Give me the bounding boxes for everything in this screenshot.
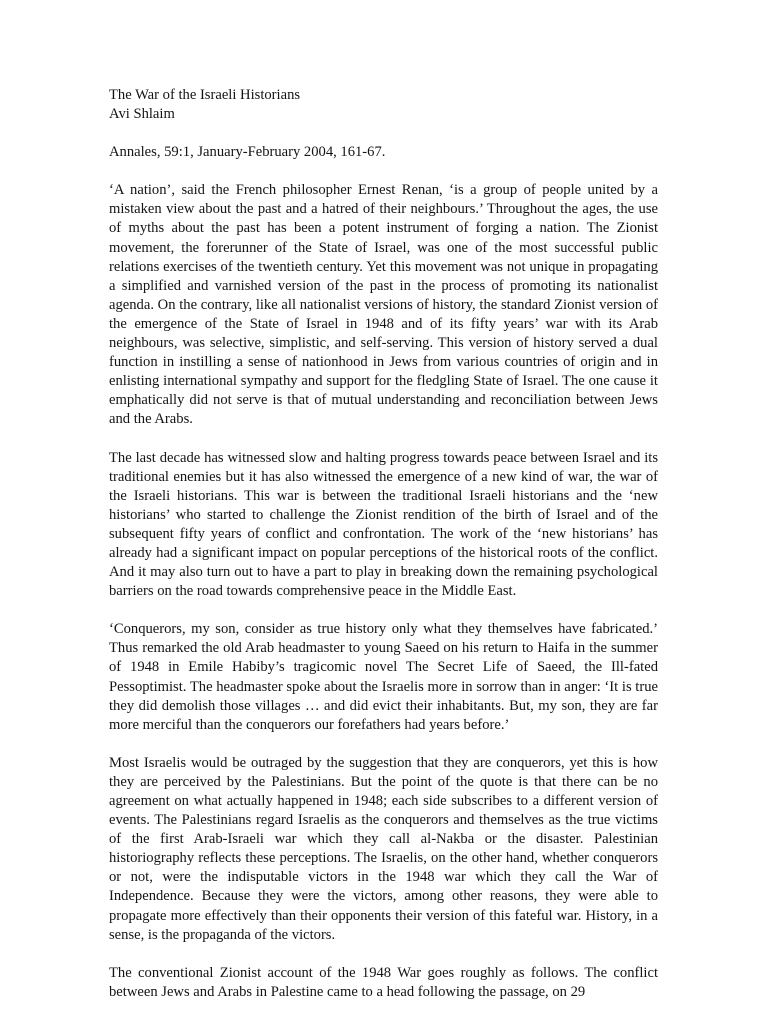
document-citation: Annales, 59:1, January-February 2004, 161-67. <box>109 144 386 161</box>
paragraph-perceptions: Most Israelis would be outraged by the suggestion that they are conquerors, yet this is how they are perceived by the Palestinians. But the point of the quote is that there can be no agreement on what actually happened in 1948; each side subscribes to a different version of events. The Palestinians regard Israelis as the conquerors and themselves as the true victims of the first Arab-Israeli war which they call al-Nakba or the disaster. Palestinian historiography reflects these perceptions. The Israelis, on the other hand, whether conquerors or not, were the indisputable victors in the 1948 war which they call the War of Independence. Because they were the victors, among other reasons, they were able to propagate more effectively than their opponents their version of this fateful war. History, in a sense, is the propaganda of the victors. <box>109 754 658 943</box>
paragraph-war-of-historians: The last decade has witnessed slow and halting progress towards peace between Israel and its traditional enemies but it has also witnessed the emergence of a new kind of war, the war of the Israeli historians. This war is between the traditional Israeli historians and the ‘new historians’ who started to challenge the Zionist rendition of the birth of Israel and of the subsequent fifty years of conflict and confrontation. The work of the ‘new historians’ has already had a significant impact on popular perceptions of the historical roots of the conflict. And it may also turn out to have a part to play in breaking down the remaining psychological barriers on the road towards comprehensive peace in the Middle East. <box>109 449 658 600</box>
document-title: The War of the Israeli Historians <box>109 87 301 103</box>
paragraph-conventional-account: The conventional Zionist account of the 1948 War goes roughly as follows. The conflict between Jews and Arabs in Palestine came to a head following the passage, on 29 <box>109 964 658 1000</box>
paragraph-conquerors-quote: ‘Conquerors, my son, consider as true history only what they themselves have fabricated.’ Thus remarked the old Arab headmaster to young Saeed on his return to Haifa in the summer of 1948 in Emile Habiby’s tragicomic novel The Secret Life of Saeed, the Ill-fated Pessoptimist. The headmaster spoke about the Israelis more in sorrow than in anger: ‘It is true they did demolish those villages … and did evict their inhabitants. But, my son, they are far more merciful than the conquerors our forefathers had years before.’ <box>109 621 658 733</box>
paragraph-renan-quote: ‘A nation’, said the French philosopher Ernest Renan, ‘is a group of people united by a mistaken view about the past and a hatred of their neighbours.’ Throughout the ages, the use of myths about the past has been a potent instrument of forging a nation. The Zionist movement, the forerunner of the State of Israel, was one of the most successful public relations exercises of the twentieth century. Yet this movement was not unique in propagating a simplified and varnished version of the past in the process of promoting its nationalist agenda. On the contrary, like all nationalist versions of history, the standard Zionist version of the emergence of the State of Israel in 1948 and of its fifty years’ war with its Arab neighbours, was selective, simplistic, and self-serving. This version of history served a dual function in instilling a sense of nationhood in Jews from various countries of origin and in enlisting international sympathy and support for the fledgling State of Israel. The one cause it emphatically did not serve is that of mutual understanding and reconciliation between Jews and the Arabs. <box>109 182 658 428</box>
document-body <box>109 86 658 1002</box>
document-author: Avi Shlaim <box>109 106 175 123</box>
